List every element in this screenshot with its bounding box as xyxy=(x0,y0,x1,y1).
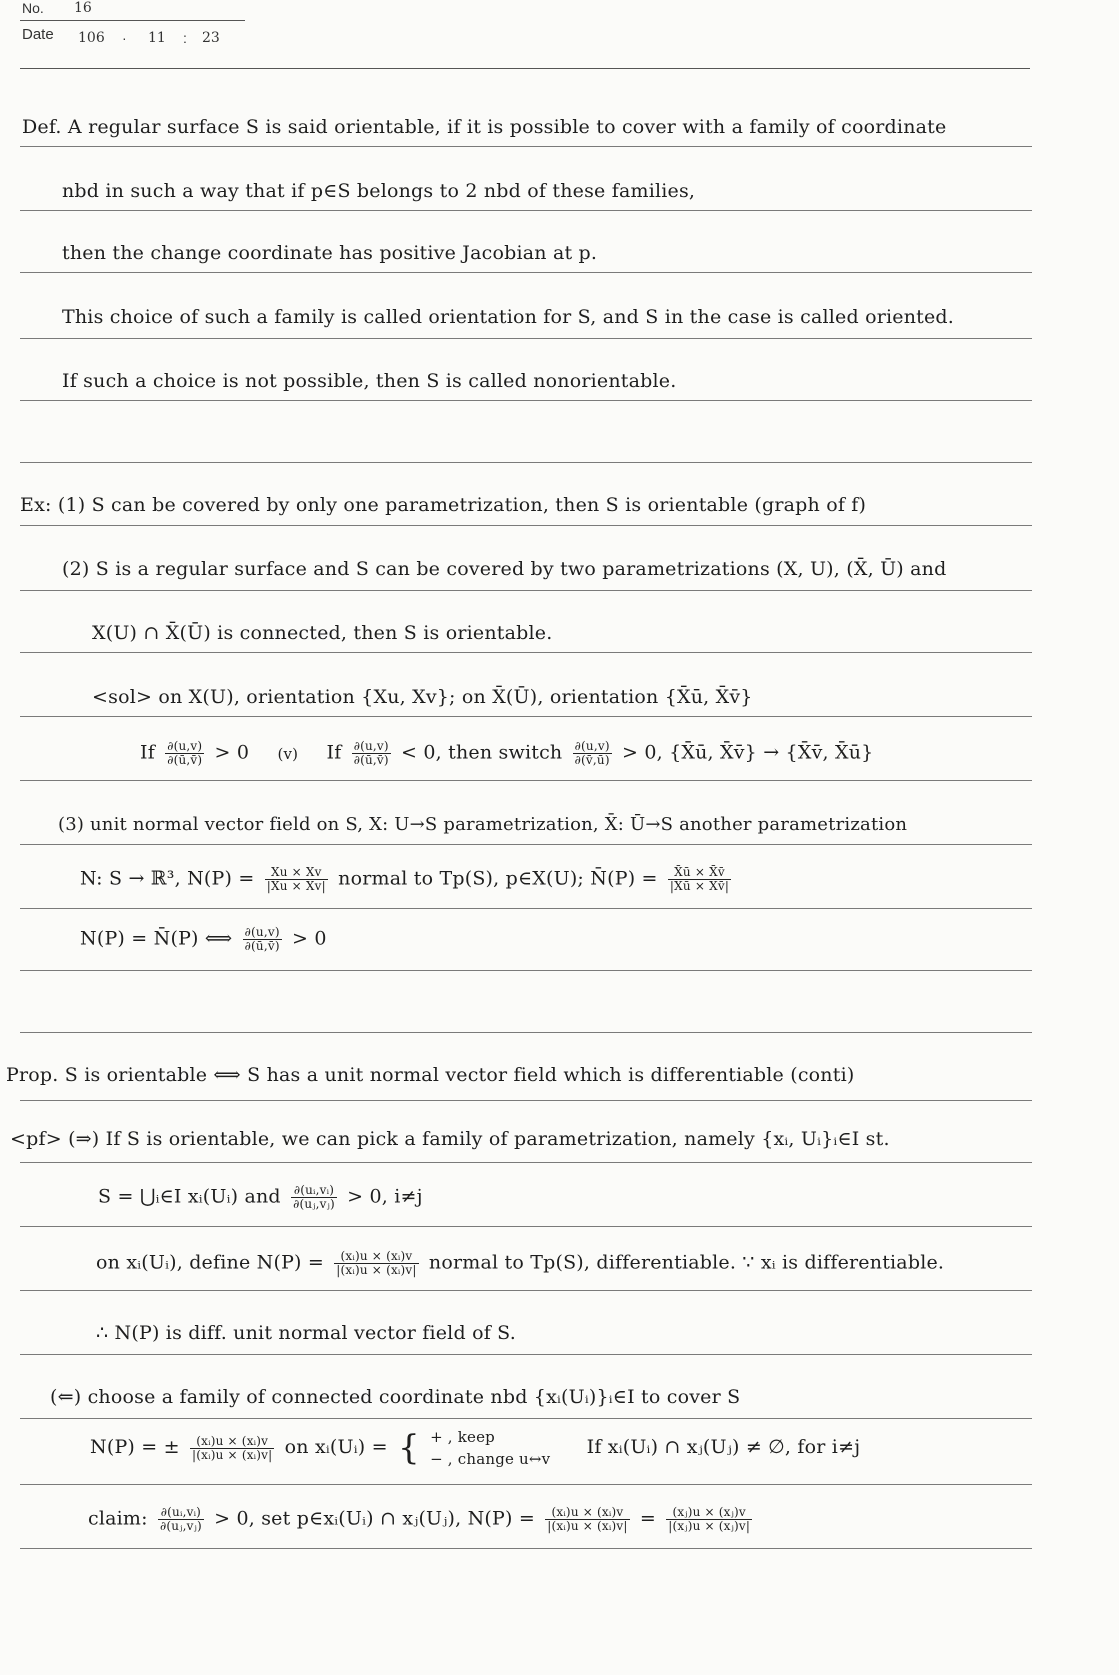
ruled-line xyxy=(20,525,1032,526)
np-suffix: If xᵢ(Uᵢ) ∩ xⱼ(Uⱼ) ≠ ∅, for i≠j xyxy=(586,1436,861,1458)
ruled-line xyxy=(20,1032,1032,1033)
proposition-statement: Prop. S is orientable ⟺ S has a unit normal vector field which is differentiable (conti) xyxy=(6,1064,855,1086)
date-day: 23 xyxy=(202,30,220,46)
ruled-line xyxy=(20,272,1032,273)
ruled-line xyxy=(20,1418,1032,1419)
equivalence-prefix: N(P) = N̄(P) ⟺ xyxy=(80,927,233,950)
ruled-line xyxy=(20,1100,1032,1101)
define-denominator: |(xᵢ)u × (xᵢ)v| xyxy=(336,1263,417,1277)
case-plus: + , keep xyxy=(430,1428,495,1446)
claim-normal-fraction-2 xyxy=(666,1506,752,1533)
solution-line: <sol> on X(U), orientation {Xu, Xv}; on X̄(Ū), orientation {X̄ū, X̄v̄} xyxy=(92,686,753,708)
normal-equivalence-line xyxy=(80,926,327,953)
normal-middle: normal to Tp(S), p∈X(U); N̄(P) = xyxy=(338,867,658,890)
left-brace-icon: { xyxy=(397,1428,420,1468)
claim-fraction xyxy=(158,1506,204,1533)
check-mark: (v) xyxy=(277,744,299,763)
sign-cases xyxy=(430,1426,550,1470)
union-jacobian-denominator: ∂(uⱼ,vⱼ) xyxy=(293,1197,335,1211)
equivalence-relation: > 0 xyxy=(291,927,327,950)
jacobian-relation: > 0 xyxy=(214,741,250,764)
np-middle: on xᵢ(Uᵢ) = xyxy=(284,1436,388,1458)
ruled-line xyxy=(20,462,1032,463)
ruled-line xyxy=(20,68,1030,69)
date-separator-1: · xyxy=(122,30,127,46)
ruled-line xyxy=(20,908,1032,909)
equivalence-fraction xyxy=(243,926,282,953)
claim-normal-denominator-1: |(xᵢ)u × (xᵢ)v| xyxy=(547,1519,628,1533)
ruled-line xyxy=(20,652,1032,653)
define-normal-line xyxy=(96,1250,944,1277)
claim-normal-fraction-1 xyxy=(545,1506,629,1533)
claim-denominator: ∂(uⱼ,vⱼ) xyxy=(160,1519,202,1533)
ruled-line xyxy=(20,780,1032,781)
jacobian-relation: < 0, then switch xyxy=(401,741,563,764)
ruled-line xyxy=(20,400,1032,401)
date-label: Date xyxy=(22,26,54,43)
union-jacobian-fraction xyxy=(291,1184,337,1211)
ruled-line xyxy=(20,1162,1032,1163)
therefore-line: ∴ N(P) is diff. unit normal vector field of S. xyxy=(96,1322,516,1344)
no-underline xyxy=(20,20,245,21)
union-line xyxy=(98,1184,423,1211)
jacobian-fraction-2 xyxy=(352,740,391,767)
jacobian-fraction-3 xyxy=(573,740,612,767)
equivalence-numerator: ∂(u,v) xyxy=(244,925,280,939)
date-month: 11 xyxy=(148,30,166,46)
proof-line-1: <pf> (⇒) If S is orientable, we can pick a family of parametrization, namely {xᵢ, Uᵢ}ᵢ∈I st. xyxy=(10,1128,890,1150)
example-2-line-1: (2) S is a regular surface and S can be covered by two parametrizations (X, U), (X̄, Ū) and xyxy=(62,558,947,580)
np-denominator: |(xᵢ)u × (xᵢ)v| xyxy=(192,1447,273,1462)
definition-line-4: This choice of such a family is called orientation for S, and S in the case is called oriented. xyxy=(62,306,955,328)
claim-normal-denominator-2: |(xⱼ)u × (xⱼ)v| xyxy=(668,1519,751,1533)
example-2-line-2: X(U) ∩ X̄(Ū) is connected, then S is orientable. xyxy=(92,622,553,644)
normal-field-line xyxy=(80,866,735,893)
define-prefix: on xᵢ(Uᵢ), define N(P) = xyxy=(96,1251,325,1274)
normal-bar-fraction xyxy=(668,866,731,893)
normal-prefix: N: S → ℝ³, N(P) = xyxy=(80,867,255,890)
define-fraction xyxy=(334,1250,418,1277)
jacobian-relation: > 0, {X̄ū, X̄v̄} → {X̄v̄, X̄ū} xyxy=(621,741,874,764)
example-1: Ex: (1) S can be covered by only one parametrization, then S is orientable (graph of f) xyxy=(20,494,867,516)
claim-prefix: claim: xyxy=(88,1507,148,1530)
ruled-line xyxy=(20,590,1032,591)
if-label: If xyxy=(140,741,155,764)
ruled-line xyxy=(20,844,1032,845)
claim-normal-numerator-1: (xᵢ)u × (xᵢ)v xyxy=(545,1506,629,1520)
np-numerator: (xᵢ)u × (xᵢ)v xyxy=(190,1435,274,1449)
converse-line: (⇐) choose a family of connected coordinate nbd {xᵢ(Uᵢ)}ᵢ∈I to cover S xyxy=(50,1386,741,1408)
definition-line-5: If such a choice is not possible, then S is called nonorientable. xyxy=(62,370,677,392)
ruled-line xyxy=(20,146,1032,147)
ruled-line xyxy=(20,1548,1032,1549)
ruled-line xyxy=(20,970,1032,971)
normal-denominator: |Xu × Xv| xyxy=(266,879,326,893)
union-jacobian-numerator: ∂(uᵢ,vᵢ) xyxy=(291,1184,337,1198)
normal-numerator: Xu × Xv xyxy=(265,866,328,880)
ruled-line xyxy=(20,1354,1032,1355)
jacobian-denominator: ∂(ū,v̄) xyxy=(167,753,203,767)
claim-normal-numerator-2: (xⱼ)u × (xⱼ)v xyxy=(666,1506,752,1520)
definition-line-3: then the change coordinate has positive Jacobian at p. xyxy=(62,242,598,264)
date-separator-2: : xyxy=(183,30,187,46)
normal-bar-denominator: |X̄ū × X̄v̄| xyxy=(669,879,730,893)
definition-line-1: Def. A regular surface S is said orientable, if it is possible to cover with a family of coordinate xyxy=(22,116,947,138)
ruled-line xyxy=(20,1290,1032,1291)
case-minus: − , change u↔v xyxy=(430,1450,551,1468)
union-jacobian-relation: > 0, i≠j xyxy=(347,1185,423,1208)
ruled-line xyxy=(20,716,1032,717)
ruled-line xyxy=(20,338,1032,339)
jacobian-numerator: ∂(u,v) xyxy=(167,739,203,753)
normal-bar-numerator: X̄ū × X̄v̄ xyxy=(668,866,731,880)
no-value: 16 xyxy=(74,0,92,16)
ruled-line xyxy=(20,1484,1032,1485)
claim-middle: > 0, set p∈xᵢ(Uᵢ) ∩ xⱼ(Uⱼ), N(P) = xyxy=(214,1507,535,1530)
np-prefix: N(P) = ± xyxy=(90,1436,180,1458)
jacobian-numerator: ∂(u,v) xyxy=(353,739,389,753)
example-3-line-1: (3) unit normal vector field on S, X: U→S parametrization, X̄: Ū→S another parametrization xyxy=(58,814,908,835)
if-label: If xyxy=(326,741,342,764)
normal-fraction xyxy=(265,866,328,893)
definition-line-2: nbd in such a way that if p∈S belongs to 2 nbd of these families, xyxy=(62,180,696,202)
equivalence-denominator: ∂(ū,v̄) xyxy=(244,939,280,953)
date-year: 106 xyxy=(78,30,105,46)
claim-line xyxy=(88,1506,756,1533)
np-fraction xyxy=(190,1435,274,1462)
jacobian-case-line xyxy=(140,740,873,767)
claim-numerator: ∂(uᵢ,vᵢ) xyxy=(158,1506,204,1520)
no-label: No. xyxy=(22,0,44,16)
claim-equals: = xyxy=(639,1507,656,1530)
jacobian-fraction-1 xyxy=(165,740,204,767)
normal-cases-line xyxy=(90,1426,860,1470)
jacobian-numerator: ∂(u,v) xyxy=(574,739,610,753)
jacobian-denominator: ∂(v̄,ū) xyxy=(574,753,610,767)
ruled-line xyxy=(20,1226,1032,1227)
define-suffix: normal to Tp(S), differentiable. ∵ xᵢ is differentiable. xyxy=(428,1251,945,1274)
union-expression: S = ⋃ᵢ∈I xᵢ(Uᵢ) and xyxy=(98,1185,281,1208)
ruled-line xyxy=(20,210,1032,211)
define-numerator: (xᵢ)u × (xᵢ)v xyxy=(334,1250,418,1264)
jacobian-denominator: ∂(ū,v̄) xyxy=(353,753,389,767)
